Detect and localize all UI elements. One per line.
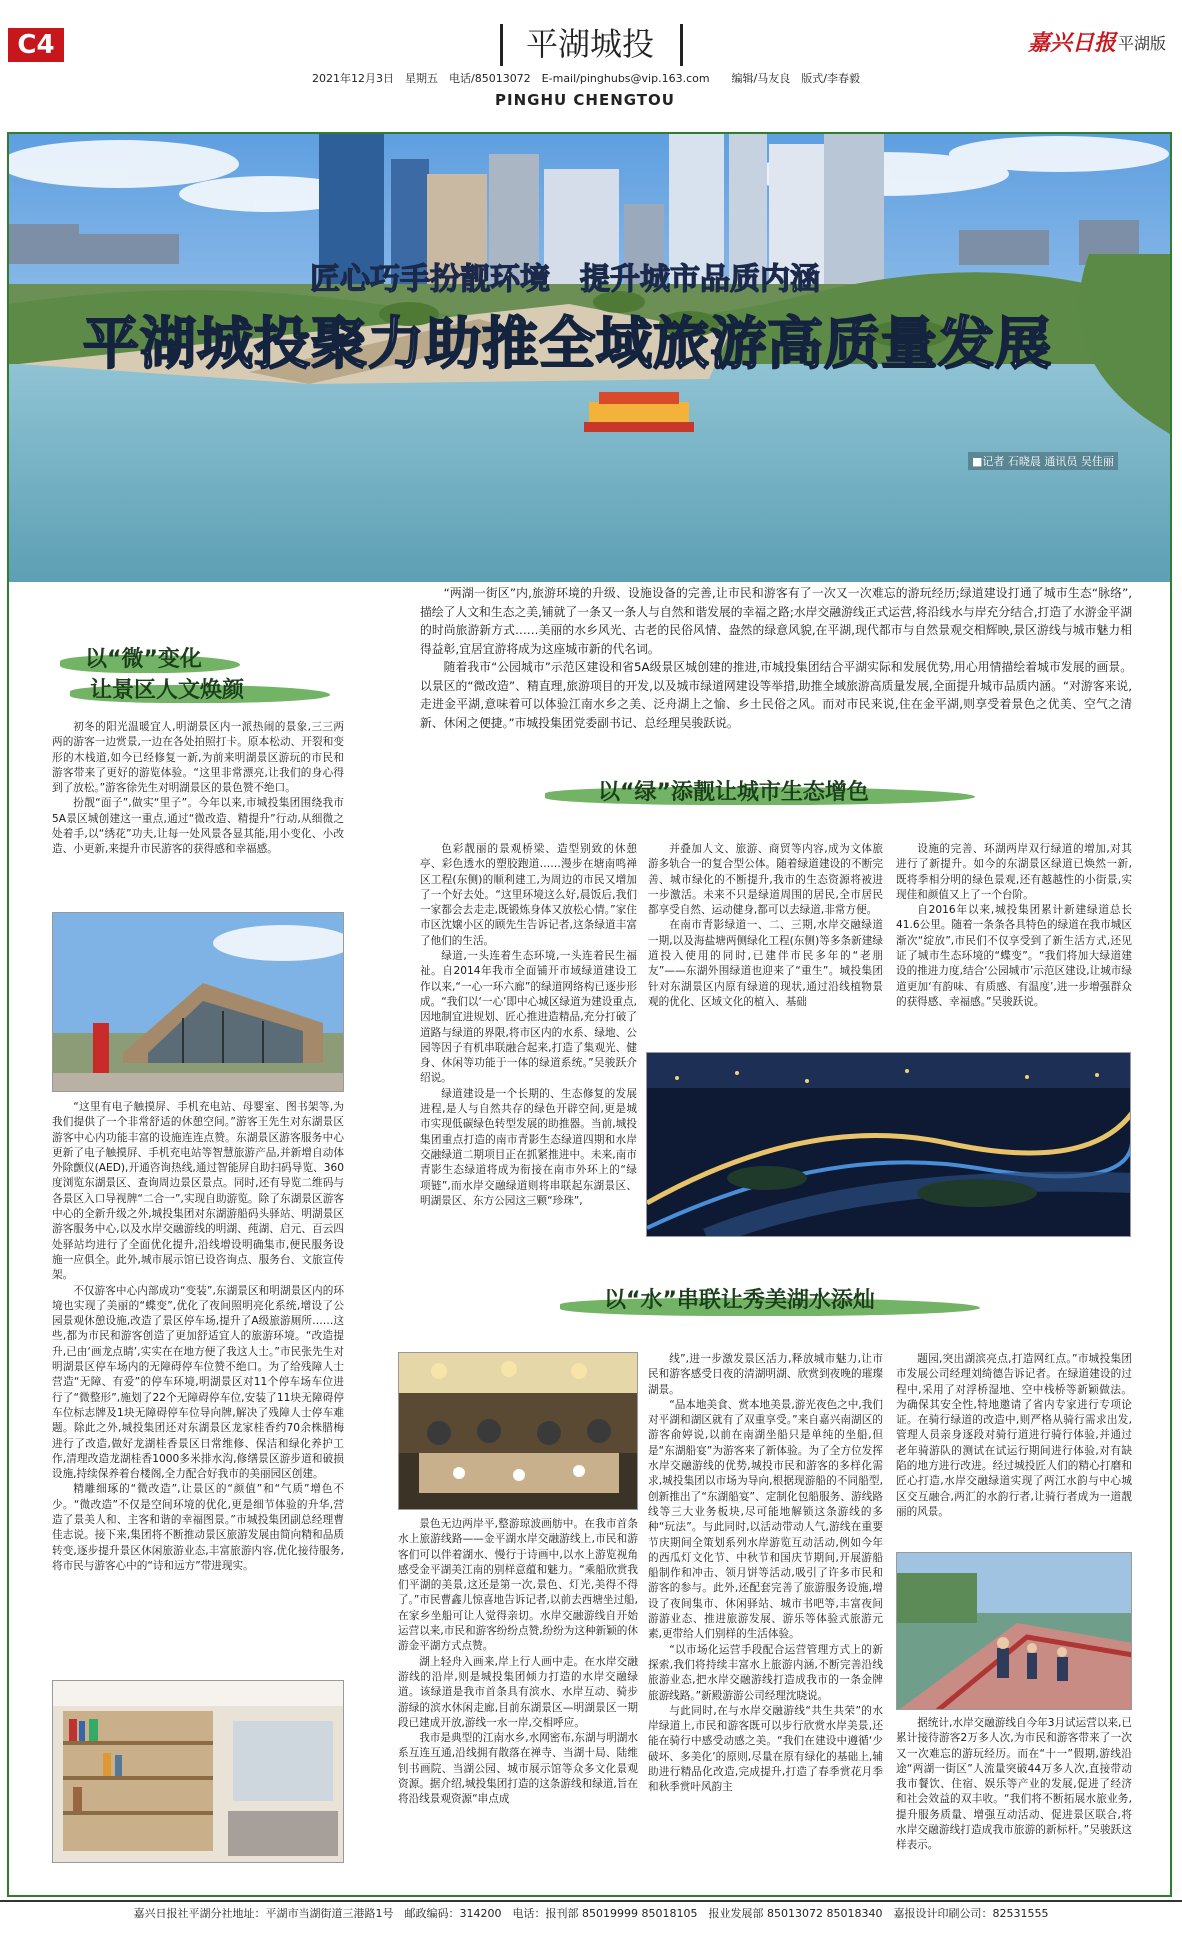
section3-col3b: [896, 1716, 1132, 1866]
article-paragraph: 初冬的阳光温暖宜人,明湖景区内一派热闹的景象,三三两两的游客一边赏景,一边在各处拍照打卡。原本松动、开裂和变形的木栈道,如今已经修复一新,为前来明湖景区游玩的市民和游客带来了更好的游览体验。“这里非常漂亮,让我们的身心得到了放松。”游客徐先生对明湖景区的景色赞不绝口。: [52, 721, 344, 795]
masthead-divider: [500, 24, 503, 66]
article-paragraph: 色彩靓丽的景观桥梁、造型别致的休憩亭、彩色透水的塑胶跑道……漫步在塘南鸣禅区工程(东侧)的顺利建工,为周边的市民又增加了一个好去处。“这里环境这么好,晨饭后,我们一家都会去走走,既锻炼身体又放松心情。”家住市区沈嬢小区的顾先生告诉记者,这条绿道丰富了他们的生活。: [420, 843, 637, 947]
lead-paragraphs: [420, 584, 1132, 732]
pedestrian-bridge-photo: [896, 1552, 1132, 1710]
article-paragraph: 精雕细琢的“微改造”,让景区的“颜值”和“气质”增色不少。“微改造”不仅是空间环境的优化,更是细节体验的升华,营造了景美人和、主客和谐的幸福图景。”市城投集团副总经理曹佳志说。接下来,集团将不断推动景区旅游发展由简向精和品质转变,逐步提升景区休闲旅游业态,丰富旅游内容,优化接待服务,将市民与游客心中的“诗和远方”带进现实。: [52, 1483, 344, 1572]
article-paragraph: 据统计,水岸交融游线自今年3月试运营以来,已累计接待游客2万多人次,为市民和游客带来了一次又一次难忘的游玩经历。而在“十一”假期,游线沿途“两湖一街区”人流量突破44万多人次,直接带动我市餐饮、住宿、娱乐等产业的发展,促进了经济和社会效益的双丰收。“我们将不断拓展水旅业务,提升服务质量、增强互动活动、促进景区联合,将水岸交融游线打造成我市旅游的新标杆。”吴骏跃这样表示。: [896, 1717, 1132, 1852]
article-paragraph: 我市是典型的江南水乡,水网密布,东湖与明湖水系互连互通,沿线拥有散落在禅寺、当湖十局、陆维钊书画院、当湖公园、城市展示馆等众多文化景观资源。据介绍,城投集团打造的这条游线和绿道,旨在将沿线景观资源“串点成: [398, 1732, 638, 1806]
section3-col3: [896, 1352, 1132, 1547]
article-paragraph: “这里有电子触摸屏、手机充电站、母婴室、图书架等,为我们提供了一个非常舒适的休憩空间。”游客王先生对东湖景区游客中心内功能丰富的设施连连点赞。东湖景区游客服务中心更新了电子触摸屏、手机充电站等智慧旅游产品,并新增自动体外除颤仪(AED),开通咨询热线,通过智能屏自助扫码导览、360度浏览东湖景区、查询周边景区景点。同时,还有导览二维码与各景区入口导视牌“二合一”,实现自助游览。除了东湖景区游客中心的全新升级之外,城投集团对东湖游船码头驿站、明湖景区游客服务中心,以及水岸交融游线的明湖、莼湖、启元、百云四处驿站均进行了全面优化提升,沿线增设明确集市,便民服务设施一应俱全。此外,城市展示馆已设咨询点、服务台、文旅宣传架。: [52, 1101, 344, 1282]
article-paragraph: “品本地美食、赏本地美景,游光夜色之中,我们对平湖和湖区就有了双重享受。”来自嘉兴南湖区的游客俞婷说,以前在南湖坐船只是单纯的坐船,但是“东湖船宴”为游客来了新体验。为了全方位发挥水岸交融游线的优势,城投市民和游客的多样化需求,城投集团以市场为导向,根据现游船的不同船型,创新推出了“东湖船宴”、定制化包船服务、游线路线等三大业务板块,尽可能地解锁这条游线的多种“玩法”。与此同时,以活动带动人气,游线在重要节庆期间全策划系列水岸游览互动活动,例如今年的西瓜灯文化节、中秋节和国庆节期间,开展游船船制作和冲击、领月饼等活动,吸引了许多市民和游客的参与。此外,还配套完善了旅游服务设施,增设了夜间集市、休闲驿站、城市书吧等,丰富夜间游游业态、推进旅游发展、游乐等体验式旅游元素,更带给人们别样的生活体验。: [648, 1398, 883, 1641]
issue-meta: 2021年12月3日 星期五 电话/85013072 E-mail/pinghubs@vip.163.com 编辑/马友良 版式/李春毅: [312, 72, 860, 85]
section2-col2: [648, 842, 883, 1050]
page-number: C4: [8, 28, 64, 62]
article-paragraph: 并叠加人文、旅游、商贸等内容,成为文体旅游多轨合一的复合型公体。随着绿道建设的不断完善、城市绿化的不断提升,我市的生态资源将被进一步激活。未来不只是绿道周围的居民,全市居民都享受自然、运动健身,都可以去绿道,非常方便。: [648, 843, 883, 917]
lead-paragraph: “两湖一街区”内,旅游环境的升级、设施设备的完善,让市民和游客有了一次又一次难忘的游玩经历;绿道建设打通了城市生态“脉络”,描绘了人文和生态之美,铺就了一条又一条人与自然和谐发展的幸福之路;水岸交融游线正式运营,将沿线水与岸充分结合,打造了水游金平湖的时尚旅游新方式……美丽的水乡风光、古老的民俗风情、盎然的绿意风貌,在平湖,现代都市与自然景观交相辉映,景区游线与城市魅力相得益彰,宜居宜游将成为这座城市新的代名词。: [420, 586, 1132, 656]
article-paragraph: 线”,进一步激发景区活力,释放城市魅力,让市民和游客感受日夜的清湖明湖、欣赏到夜晚的璀璨湖景。: [648, 1353, 883, 1396]
section1-text-b: [52, 1100, 344, 1670]
article-paragraph: 景色无边两岸平,整游琼波画舫中。在我市首条水上旅游线路——金平湖水岸交融游线上,市民和游客们可以伴着湖水、慢行于诗画中,以水上游览视角感受金平湖美江南的别样意蕴和魅力。“乘船欣赏我们平湖的美景,这还是第一次,景色、灯光,美得不得了。”市民曹鑫儿惊喜地告诉记者,以前去西塘坐过船,在家乡坐船可让人觉得亲切。水岸交融游线自开始运营以来,市民和游客纷纷点赞,纷纷为这种新颖的休游金平湖方式点赞。: [398, 1518, 638, 1653]
footer-info: 嘉兴日报社平湖分社地址：平湖市当湖街道三港路1号 邮政编码：314200 电话：报刊部 85019999 85018105 报业发展部 85013072 85018340 嘉报设计印刷公司：82531555: [133, 1907, 1049, 1920]
article-paragraph: 绿道建设是一个长期的、生态修复的发展进程,是人与自然共存的绿色开辟空间,更是城市实现低碳绿色转型发展的助推器。当前,城投集团重点打造的南市青影生态绿道四期和水岸交融绿道二期项目正在抓紧推进中。未来,南市青影生态绿道将成为衔接在南市外环上的“绿项链”,而水岸交融绿道则将串联起东湖景区、明湖景区、东方公园这三颗“珍珠”,: [420, 1087, 637, 1207]
masthead-divider: [680, 24, 683, 66]
headline-kicker: 匠心巧手扮靓环境 提升城市品质内涵: [310, 262, 820, 297]
visitor-center-photo: [52, 912, 344, 1092]
section2-col3: [896, 842, 1132, 1050]
article-paragraph: “以市场化运营手段配合运营管理方式上的新探索,我们将持续丰富水上旅游内涵,不断完善沿线旅游业态,把水岸交融游线打造成我市的一条金牌旅游线路。”新殿游游公司经理沈晓说。: [648, 1643, 883, 1702]
article-paragraph: 自2016年以来,城投集团累计新建绿道总长41.6公里。随着一条条各具特色的绿道在我市城区渐次“绽放”,市民们不仅享受到了新生活方式,还见证了城市生态环境的“蝶变”。“我们将加大绿道建设的推进力度,结合‘公园城市’示范区建设,让城市绿道更加‘有韵味、有质感、有温度’,进一步增强群众的获得感、幸福感。”吴骏跃说。: [896, 904, 1132, 1008]
article-paragraph: 绿道,一头连着生态环境,一头连着民生福祉。自2014年我市全面铺开市域绿道建设工作以来,“一心一环六廊”的绿道网络构已逐步形成。“我们以‘一心’即中心城区绿道为建设重点,因地制宜进规划、匠心推进造精品,充分打破了道路与绿道的界限,将市区内的水系、绿地、公园等因子有机串联融合起来,打造了集观光、健身、休闲等功能于一体的绿道系统。”吴骏跃介绍说。: [420, 950, 637, 1085]
section1-title-line1: 以“微”变化: [85, 647, 202, 672]
section3-title: 以“水”串联让秀美湖水添灿: [604, 1288, 875, 1313]
section2-title: 以“绿”添靓让城市生态增色: [598, 780, 869, 805]
dinner-boat-photo: [398, 1352, 638, 1510]
article-paragraph: 不仅游客中心内部成功“变装”,东湖景区和明湖景区内的环境也实现了美丽的“蝶变”,优化了夜间照明亮化系统,增设了公园景观休憩设施,改造了景区停车场,提升了A级旅游厕所……这些,都为市民和游客创造了更加舒适宜人的旅游环境。“改造提升,已由‘画龙点睛’,实实在在地方便了我这人士。”市民张先生对明湖景区停车场内的无障碍停车位赞不绝口。为了给残障人士营造“无障、有爱”的停车环境,明湖景区对11个停车场车位进行了“微整形”,施划了22个无障碍停车位,安装了11块无障碍停车位标志牌及1块无障碍停车位导向牌,解决了残障人士停车难题。除此之外,城投集团还对东湖景区龙家桂香约70余株腊梅进行了改造,做好龙湖桂香景区日常维修、保洁和绿化养护工作,清理改造龙湖桂香1000多米排水沟,修缮景区游步道和破损设施,持续保养着台楼阁,全力配合好我市的美丽园区创建。: [52, 1284, 344, 1481]
article-paragraph: 与此同时,在与水岸交融游线“共生共荣”的水岸绿道上,市民和游客既可以步行欣赏水岸美景,还能在骑行中感受动感之美。“我们在建设中遵循‘少破坏、多美化’的原则,尽量在原有绿化的基础上,辅助进行精品化改造,完成提升,打造了春季赏花月季和秋季赏叶风韵主: [648, 1704, 883, 1794]
section1-text-a: [52, 720, 344, 900]
section3-col2: [648, 1352, 883, 1867]
section2-col1: [420, 842, 637, 1237]
section3-col1: [398, 1517, 638, 1867]
article-paragraph: 题园,突出湖滨亮点,打造网红点。”市城投集团市发展公司经理刘绮德告诉记者。在绿道建设的过程中,采用了对浮桥湿地、空中栈桥等新颖做法。为确保其安全性,特地邀请了省内专家进行专项论证。在骑行绿道的改造中,则严格从骑行需求出发,管理人员亲身逐段对骑行道进行骑行体验,并通过老年骑游队的测试在试运行期间进行体验,对有缺陷的地方进行改进。经过城投匠人们的精心打磨和匠心打造,水岸交融绿道实现了两江水韵与中心城区交互融合,两汇的水韵行者,让骑行者成为一道靓丽的风景。: [896, 1353, 1132, 1518]
section1-title-line2: 让景区人文焕颜: [90, 678, 245, 703]
article-paragraph: 设施的完善、环湖两岸双行绿道的增加,对其进行了新提升。如今的东湖景区绿道已焕然一新,既将季相分明的绿色景观,还有越越性的小街景,实现佳和颜值又上了一个台阶。: [896, 843, 1132, 901]
brand-logo: 嘉兴日报: [1028, 30, 1117, 56]
article-paragraph: 湖上轻舟入画来,岸上行人画中走。在水岸交融游线的沿岸,则是城投集团倾力打造的水岸交融绿道。该绿道是我市首条具有滨水、水岸互动、骑步游绿的滨水休闲走廊,目前东湖景区—明湖景区一期段已建成开放,游线一水一岸,交相呼应。: [398, 1655, 638, 1729]
byline: ■记者 石晓晨 通讯员 吴佳丽: [968, 452, 1118, 470]
main-headline: 平湖城投聚力助推全域旅游高质量发展: [83, 312, 1052, 377]
section-title: 平湖城投: [525, 25, 654, 63]
article-paragraph: 在南市青影绿道一、二、三期,水岸交融绿道一期,以及海盐塘两侧绿化工程(东侧)等多条新建绿道投入使用的同时,已建伴市民多年的“老朋友”——东湖外围绿道也迎来了“重生”。城投集团针对东湖景区内原有绿道的现状,通过沿线植物景观的优化、区域文化的植入、基础: [648, 919, 883, 1008]
edition-label: 平湖版: [1118, 34, 1167, 53]
night-greenway-photo: [646, 1052, 1131, 1237]
lead-paragraph: 随着我市“公园城市”示范区建设和省5A级景区城创建的推进,市城投集团结合平湖实际和发展优势,用心用情描绘着城市发展的画景。以景区的“微改造”、精直理,旅游项目的开发,以及城市绿道网建设等举措,助推全域旅游高质量发展,全面提升城市品质内涵。“对游客来说,走进金平湖,意味着可以体验江南水乡之美、泛舟湖上之愉、乡土民俗之风。而对市民来说,住在金平湖,则享受着景色之优美、空气之清新、休闲之便捷。”市城投集团党委副书记、总经理吴骏跃说。: [420, 660, 1132, 730]
section-pinyin: PINGHU CHENGTOU: [495, 91, 675, 109]
article-paragraph: 扮靓“面子”,做实“里子”。今年以来,市城投集团围绕我市5A景区城创建这一重点,通过“微改造、精提升”行动,从细微之处着手,以“绣花”功夫,让每一处风景各显其能,用小变化、小改造、小更新,来提升市民游客的获得感和幸福感。: [52, 797, 344, 856]
bookshelf-photo: [52, 1680, 344, 1863]
